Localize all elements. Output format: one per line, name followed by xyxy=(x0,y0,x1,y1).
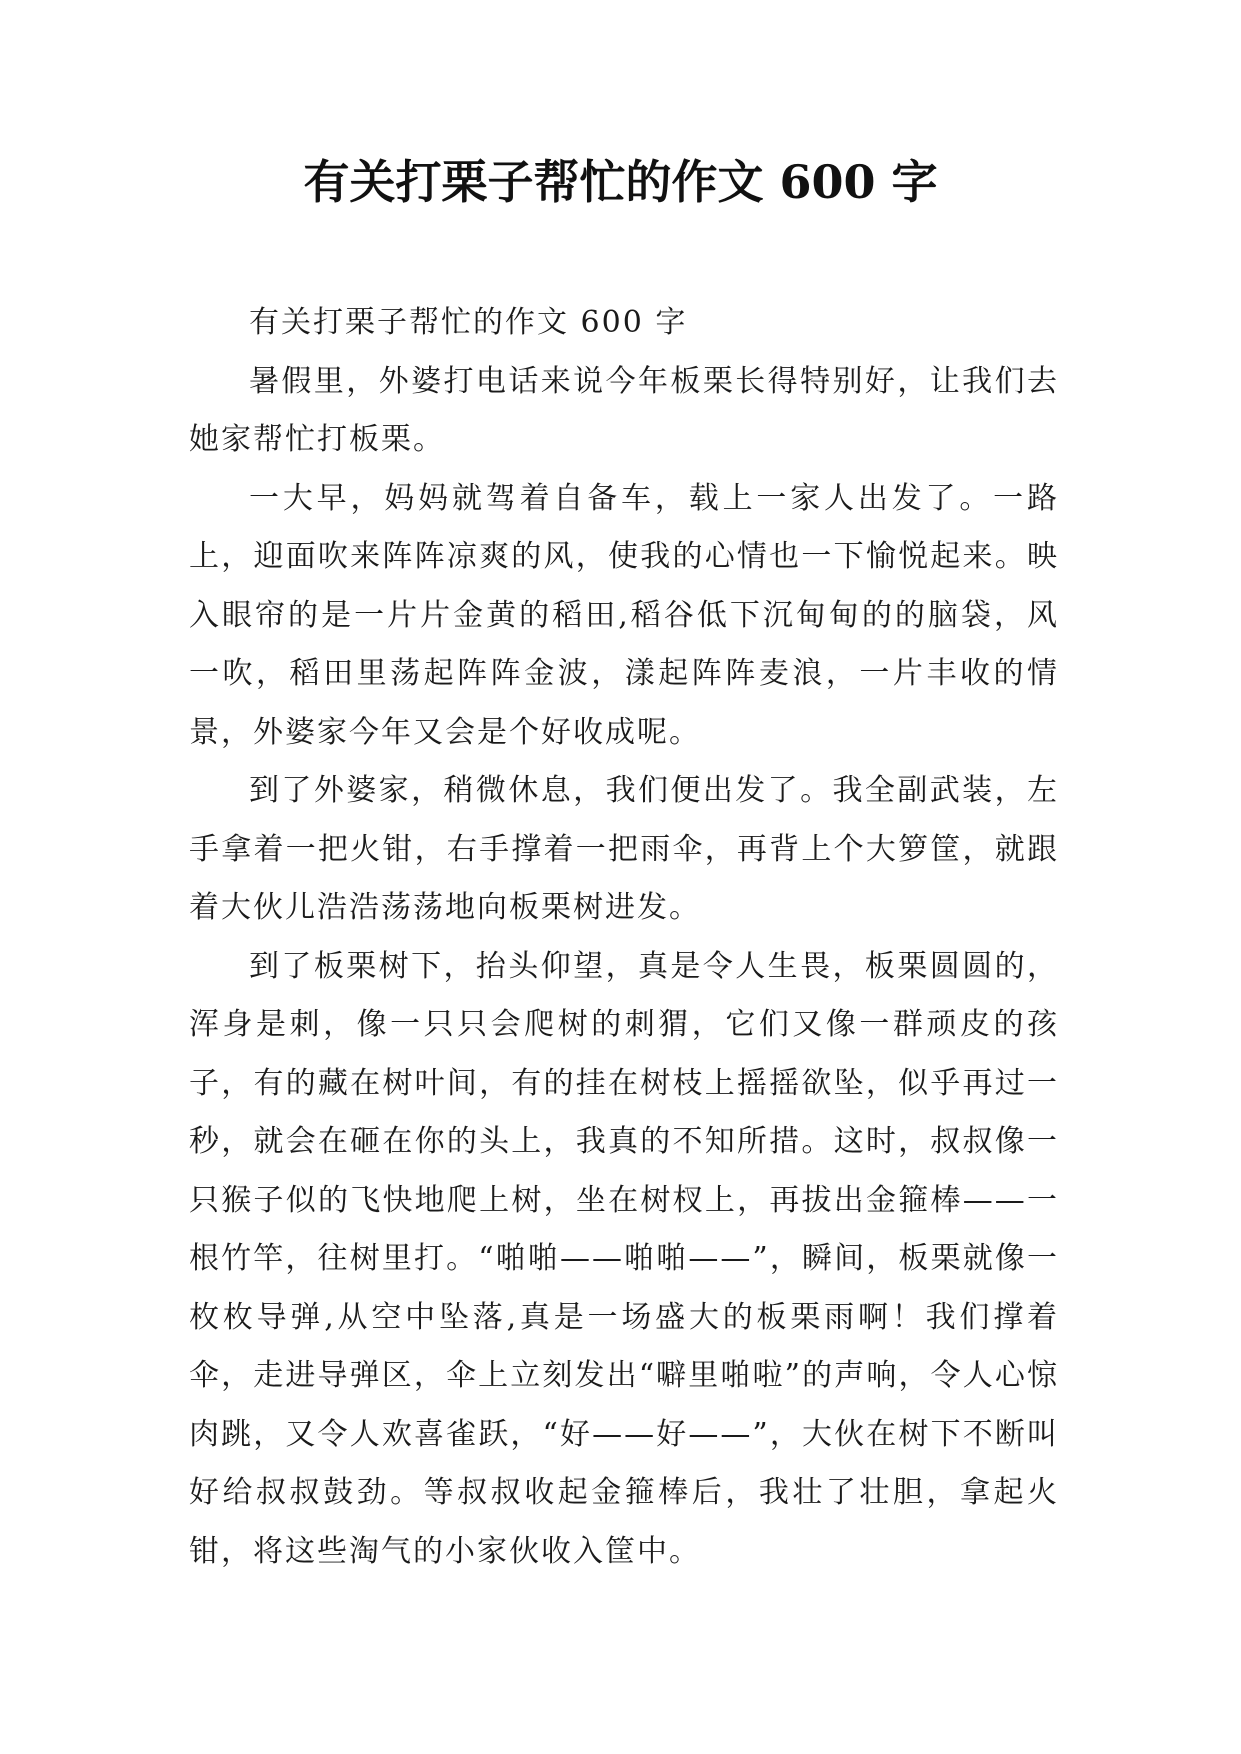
paragraph-1: 暑假里，外婆打电话来说今年板栗长得特别好，让我们去她家帮忙打板栗。 xyxy=(189,363,1059,457)
paragraph-2: 一大早，妈妈就驾着自备车，载上一家人出发了。一路上，迎面吹来阵阵凉爽的风，使我的心情也一下愉悦起来。映入眼帘的是一片片金黄的稻田,稻谷低下沉甸甸的的脑袋，风一吹，稻田里荡起阵阵金波，漾起阵阵麦浪，一片丰收的情景，外婆家今年又会是个好收成呢。 xyxy=(189,480,1059,750)
paragraph-subtitle: 有关打栗子帮忙的作文 600 字 xyxy=(249,305,688,340)
document-body xyxy=(189,294,1059,1581)
paragraph-3: 到了外婆家，稍微休息，我们便出发了。我全副武装，左手拿着一把火钳，右手撑着一把雨伞，再背上个大箩筐，就跟着大伙儿浩浩荡荡地向板栗树进发。 xyxy=(189,773,1059,925)
paragraph-4: 到了板栗树下，抬头仰望，真是令人生畏，板栗圆圆的，浑身是刺，像一只只会爬树的刺猬，它们又像一群顽皮的孩子，有的藏在树叶间，有的挂在树枝上摇摇欲坠，似乎再过一秒，就会在砸在你的头上，我真的不知所措。这时，叔叔像一只猴子似的飞快地爬上树，坐在树杈上，再拔出金箍棒——一根竹竿，往树里打。“啪啪——啪啪——”，瞬间，板栗就像一枚枚导弹,从空中坠落,真是一场盛大的板栗雨啊！我们撑着伞，走进导弹区，伞上立刻发出“噼里啪啦”的声响，令人心惊肉跳，又令人欢喜雀跃，“好——好——”，大伙在树下不断叫好给叔叔鼓劲。等叔叔收起金箍棒后，我壮了壮胆，拿起火钳，将这些淘气的小家伙收入筐中。 xyxy=(189,948,1059,1569)
document-title: 有关打栗子帮忙的作文 600 字 xyxy=(303,155,938,209)
